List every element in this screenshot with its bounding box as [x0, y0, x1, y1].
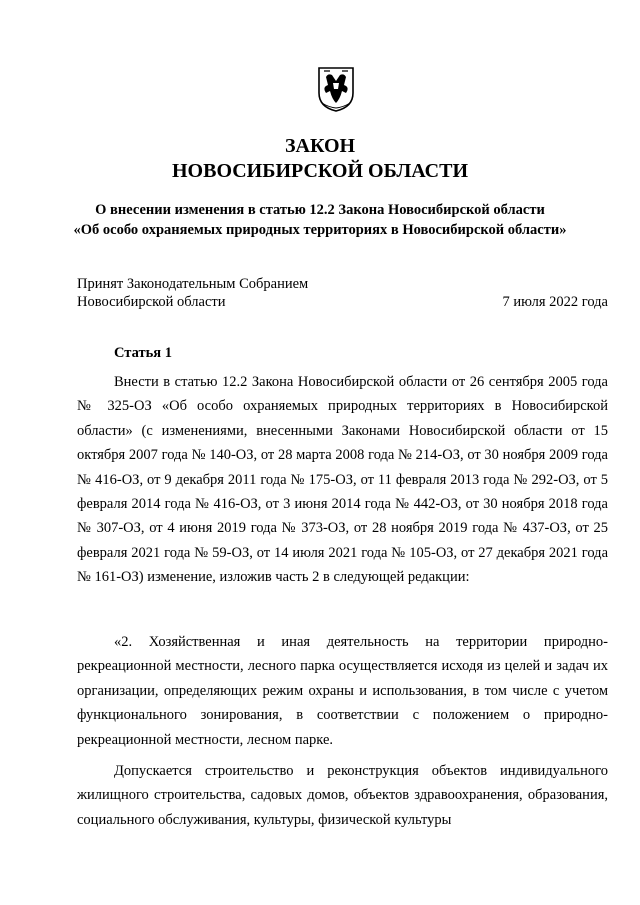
article-heading: Статья 1: [114, 345, 172, 361]
article-paragraph-3: Допускается строительство и реконструкция объектов индивидуального жилищного строительства, садовых домов, объектов здравоохранения, образования, социального обслуживания, культуры, физической культуры: [77, 763, 608, 828]
adoption-line-2: Новосибирской области: [77, 294, 226, 310]
law-title-line-2: НОВОСИБИРСКОЙ ОБЛАСТИ: [171, 160, 469, 182]
article-paragraph-2: «2. Хозяйственная и иная деятельность на территории природно-рекреационной местности, лесного парка осуществляется исходя из целей и задач их организации, определяющих режим охраны и использования, в том числе с учетом функционального зонирования, в соответствии с положением о природно-рекреационной местности, лесном парке.: [77, 634, 608, 748]
article-paragraph-1: Внести в статью 12.2 Закона Новосибирской области от 26 сентября 2005 года № 325-ОЗ «Об особо охраняемых природных территориях в Новосибирской области» (с изменениями, внесенными Законами Новосибирской области от 15 октября 2007 года № 140-ОЗ, от 28 марта 2008 года № 214-ОЗ, от 30 ноября 2009 года № 416-ОЗ, от 9 декабря 2011 года № 175-ОЗ, от 11 февраля 2013 года № 292-ОЗ, от 5 февраля 2014 года № 416-ОЗ, от 3 июня 2014 года № 442-ОЗ, от 30 ноября 2018 года № 307-ОЗ, от 4 июня 2019 года № 373-ОЗ, от 28 ноября 2019 года № 437-ОЗ, от 25 февраля 2021 года № 59-ОЗ, от 14 июля 2021 года № 105-ОЗ, от 27 декабря 2021 года № 161-ОЗ) изменение, изложив часть 2 в следующей редакции:: [77, 374, 608, 586]
adoption-line-1: Принят Законодательным Собранием: [77, 276, 309, 292]
law-subtitle-line-2: «Об особо охраняемых природных территориях в Новосибирской области»: [73, 222, 567, 238]
law-title-line-1: ЗАКОН: [284, 135, 356, 157]
adoption-date: 7 июля 2022 года: [502, 294, 608, 310]
coat-of-arms-emblem: [316, 63, 356, 113]
law-subtitle-line-1: О внесении изменения в статью 12.2 Закона Новосибирской области: [95, 202, 545, 218]
